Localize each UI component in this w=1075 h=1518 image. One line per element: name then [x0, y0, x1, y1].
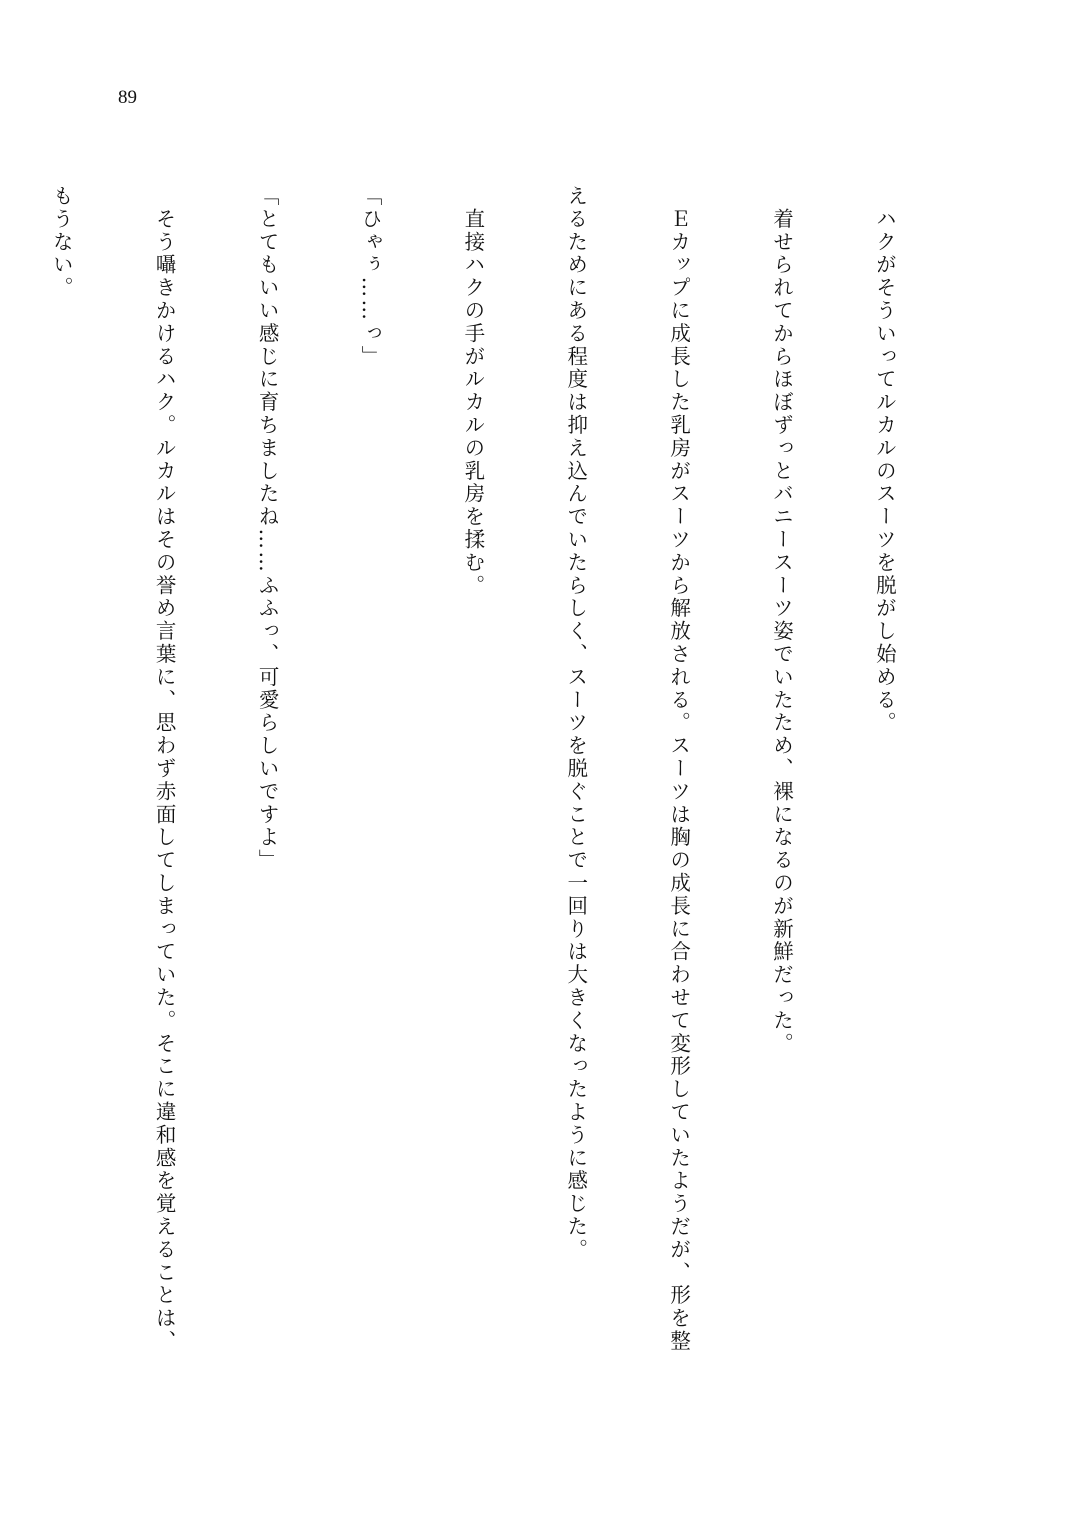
- page-number: 89: [118, 87, 137, 108]
- text-line: ハクがそういってルカルのスーツを脱がし始める。: [872, 185, 897, 735]
- text-line: 着せられてからほぼずっとバニースーツ姿でいたため、裸になるのが新鮮だった。: [769, 185, 794, 1056]
- text-line: そう囁きかけるハク。ルカルはその誉め言葉に、思わず赤面してしまっていた。そこに違和感を覚えることは、: [152, 185, 177, 1353]
- text-line: 直接ハクの手がルカルの乳房を揉む。: [460, 185, 485, 598]
- text-line: えるためにある程度は抑え込んでいたらしく、スーツを脱ぐことで一回りは大きくなったように感じた。: [563, 185, 588, 1262]
- text-line: もうない。: [49, 185, 74, 300]
- text-line: 「ひゃぅ……っ」: [357, 185, 382, 369]
- text-line: Ｅカップに成長した乳房がスーツから解放される。スーツは胸の成長に合わせて変形していたようだが、形を整: [666, 185, 691, 1353]
- body-text: [0, 185, 970, 1365]
- text-line: 「とてもいい感じに育ちましたね……ふふっ、可愛らしいですよ」: [255, 185, 280, 872]
